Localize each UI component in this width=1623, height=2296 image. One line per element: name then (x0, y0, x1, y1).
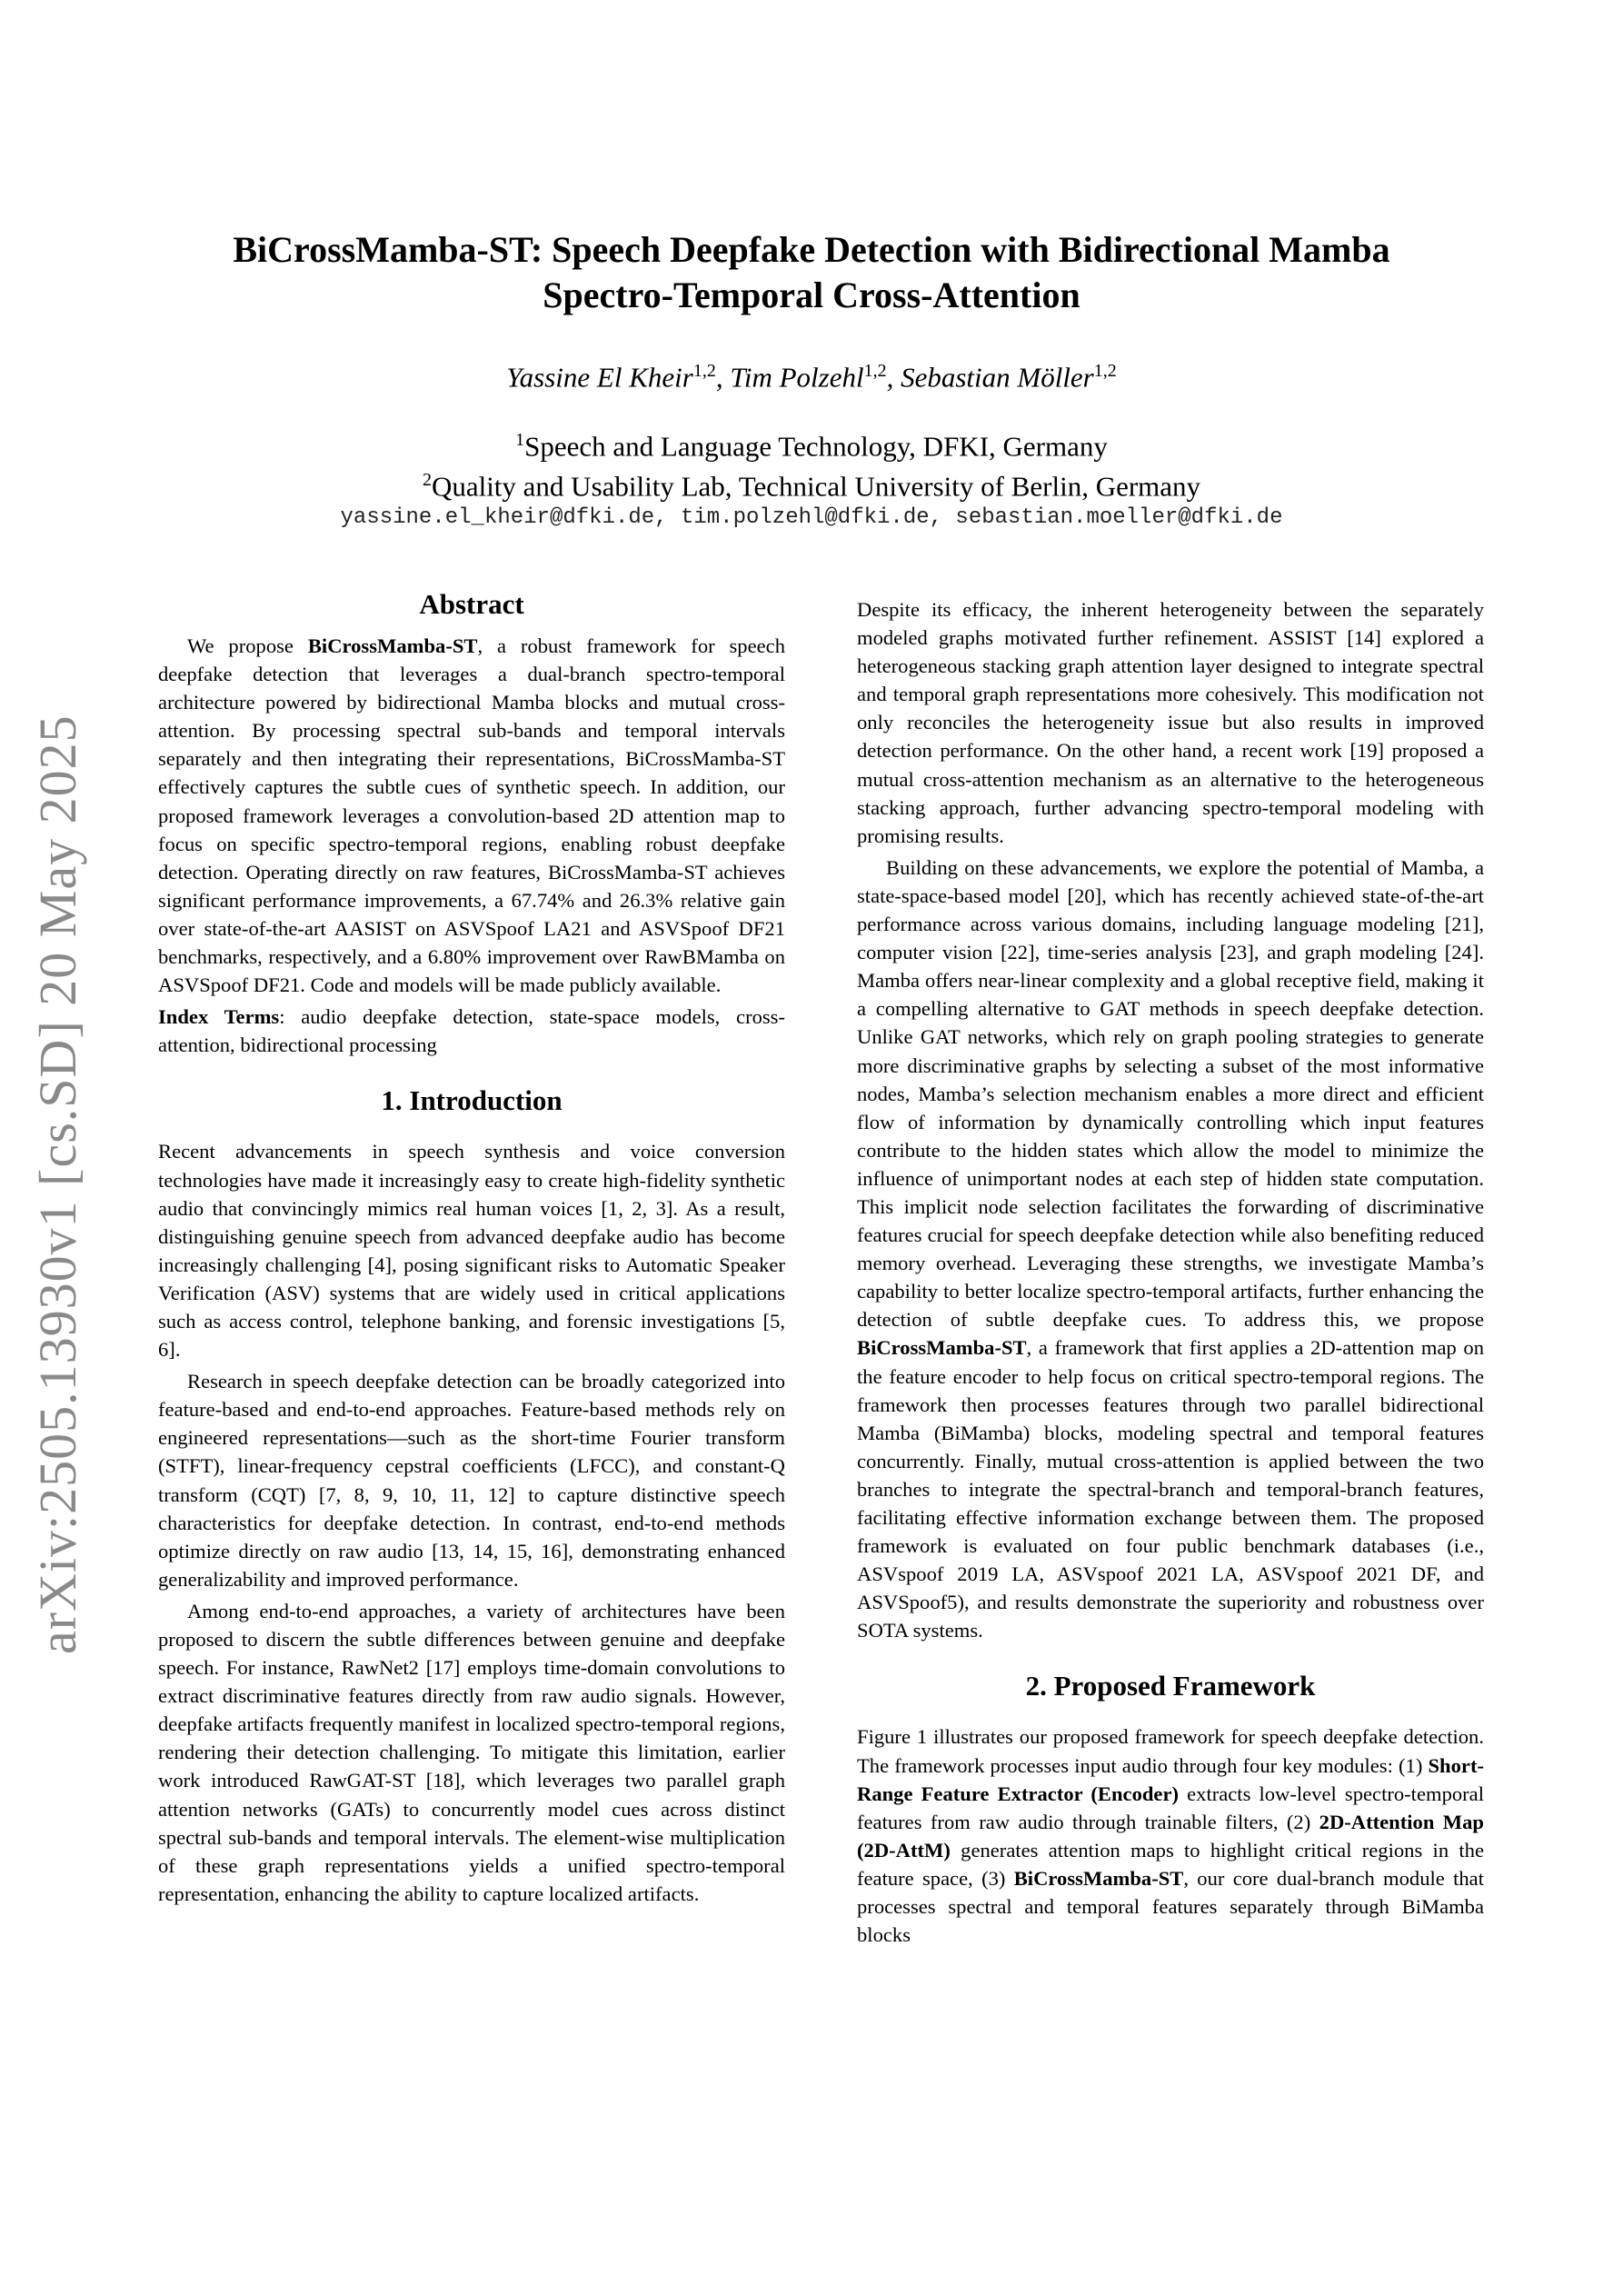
author-name: Tim Polzehl (730, 361, 864, 394)
affiliation-1 (145, 422, 1478, 464)
module-name-bicrossmamba: BiCrossMamba-ST (1013, 1866, 1184, 1890)
framework-text: Figure 1 illustrates our proposed framework for speech deepfake detection. The framework processes input audio through four key modules: (1) (857, 1725, 1484, 1777)
abstract-heading: Abstract (419, 588, 524, 620)
introduction-heading: 1. Introduction (381, 1084, 563, 1117)
framework-paragraph (857, 1722, 1484, 1949)
intro-paragraph-3: Among end-to-end approaches, a variety of architectures have been proposed to discern the subtle differences between genuine and deepfake speech. For instance, RawNet2 [17] employs time-domain convolutions to extract discriminative features directly from raw audio signals. However, deepfake artifacts frequently manifest in localized spectro-temporal regions, rendering their detection challenging. To mitigate this limitation, earlier work introduced RawGAT-ST [18], which leverages two parallel graph attention networks (GATs) to concurrently model cues across distinct spectral sub-bands and temporal intervals. The element-wise multiplication of these graph representations yields a unified spectro-temporal representation, enhancing the ability to capture localized artifacts. (158, 1599, 785, 1905)
affiliation-2 (145, 462, 1478, 504)
intro-paragraph-4: Despite its efficacy, the inherent heterogeneity between the separately modeled graphs motivated further refinement. ASSIST [14] explored a heterogeneous stacking graph attention layer designed to integrate spectral and temporal graph representations more cohesively. This modification not only reconciles the heterogeneity issue but also results in improved detection performance. On the other hand, a recent work [19] proposed a mutual cross-attention mechanism as an alternative to the heterogeneous stacking approach, further advancing spectro-temporal modeling with promising results. (857, 598, 1484, 847)
author-name: Yassine El Kheir (506, 361, 693, 394)
author-name: Sebastian Möller (901, 361, 1094, 394)
index-terms (158, 1003, 785, 1059)
module-name-attention-map: 2D-Attention Map (2D-AttM) (857, 1810, 1484, 1862)
author-affiliation-marker: 1,2 (1093, 361, 1117, 381)
affiliation-marker: 2 (422, 470, 432, 490)
intro-model-name: BiCrossMamba-ST (857, 1336, 1027, 1360)
title-line-2: Spectro-Temporal Cross-Attention (543, 275, 1080, 315)
intro-paragraph-1: Recent advancements in speech synthesis and voice conversion technologies have made it increasingly easy to create high-fidelity synthetic audio that convincingly mimics real human voices [1, 2, 3]. As a result, distinguishing genuine speech from advanced deepfake audio has become increasingly challenging [4], posing significant risks to Automatic Speaker Verification (ASV) systems that are widely used in critical applications such as access control, telephone banking, and forensic investigations [5, 6]. (158, 1140, 785, 1362)
title-line-1: BiCrossMamba-ST: Speech Deepfake Detection with Bidirectional Mamba (233, 229, 1390, 270)
intro-paragraph-5 (857, 854, 1484, 1645)
framework-text: extracts low-level spectro-temporal features from raw audio through trainable filters, (2) (857, 1782, 1484, 1833)
index-terms-label: Index Terms (158, 1005, 280, 1029)
abstract-text: , a robust framework for speech deepfake detection that leverages a dual-branch spectro-temporal architecture powered by bidirectional Mamba blocks and mutual cross-attention. By processing spectral sub-bands and temporal intervals separately and then integrating their representations, BiCrossMamba-ST effectively captures the subtle cues of synthetic speech. In addition, our proposed framework leverages a convolution-based 2D attention map to focus on specific spectro-temporal regions, enabling robust deepfake detection. Operating directly on raw features, BiCrossMamba-ST achieves significant performance improvements, a 67.74% and 26.3% relative gain over state-of-the-art AASIST on ASVSpoof LA21 and ASVSpoof DF21 benchmarks, respectively, and a 6.80% improvement over RawBMamba on ASVSpoof DF21. Code and models will be made publicly available. (158, 634, 785, 997)
affiliation-text: Speech and Language Technology, DFKI, Germany (524, 430, 1108, 463)
arxiv-identifier[interactable]: arXiv:2505.13930v1 [cs.SD] 20 May 2025 (28, 714, 87, 1654)
author-affiliation-marker: 1,2 (863, 361, 887, 381)
intro-paragraph-2: Research in speech deepfake detection can be broadly categorized into feature-based and end-to-end approaches. Feature-based methods rely on engineered representations—such as the short-time Fourier transform (STFT), linear-frequency cepstral coefficients (LFCC), and constant-Q transform (CQT) [7, 8, 9, 10, 11, 12] to capture distinctive speech characteristics for deepfake detection. In contrast, end-to-end methods optimize directly on raw audio [13, 14, 15, 16], demonstrating enhanced generalizability and improved performance. (158, 1370, 785, 1591)
right-column (857, 595, 1484, 1949)
framework-heading: 2. Proposed Framework (1025, 1670, 1316, 1702)
author-emails[interactable]: yassine.el_kheir@dfki.de, tim.polzehl@dfki.de, sebastian.moeller@dfki.de (340, 505, 1283, 530)
index-terms-text: : audio deepfake detection, state-space models, cross-attention, bidirectional processing (158, 1005, 785, 1057)
abstract-paragraph (158, 632, 785, 999)
affiliation-text: Quality and Usability Lab, Technical University of Berlin, Germany (431, 470, 1201, 503)
framework-text: , our core dual-branch module that processes spectral and temporal features separately through BiMamba blocks (857, 1866, 1484, 1947)
module-name-encoder: Short-Range Feature Extractor (Encoder) (857, 1753, 1484, 1805)
paper-title (145, 227, 1478, 318)
author-list: Yassine El Kheir$^{1,2}$, Tim Polzehl$^{1,2}$, Sebastian Möller$^{1,2}$ (506, 361, 1117, 394)
framework-text: generates attention maps to highlight critical regions in the feature space, (3) (857, 1838, 1484, 1890)
abstract-text: We propose (187, 634, 308, 657)
intro-text: , a framework that first applies a 2D-attention map on the feature encoder to help focus on critical spectro-temporal regions. The framework then processes features through two parallel bidirectional Mamba (BiMamba) blocks, modeling spectral and temporal features concurrently. Finally, mutual cross-attention is applied between the two branches to integrate the spectral-branch and temporal-branch features, facilitating effective information exchange between them. The proposed framework is evaluated on four public benchmark databases (i.e., ASVspoof 2019 LA, ASVspoof 2021 LA, ASVspoof 2021 DF, and ASVSpoof5), and results demonstrate the superiority and robustness over SOTA systems. (857, 1336, 1484, 1642)
affiliation-marker: 1 (515, 430, 525, 450)
intro-text: Building on these advancements, we explore the potential of Mamba, a state-space-based model [20], which has recently achieved state-of-the-art performance across various domains, including language modeling [21], computer vision [22], time-series analysis [23], and graph modeling [24]. Mamba offers near-linear complexity and a global receptive field, making it a compelling alternative to GAT methods in speech deepfake detection. Unlike GAT networks, which rely on graph pooling strategies to generate more discriminative graphs by selecting a subset of the most informative nodes, Mamba’s selection mechanism enables a more direct and efficient flow of information by dynamically controlling which input features contribute to the hidden states which allow the model to minimize the influence of unimportant nodes at each step of hidden state computation. This implicit node selection facilitates the forwarding of discriminative features crucial for speech deepfake detection while also benefiting reduced memory overhead. Leveraging these strengths, we investigate Mamba’s capability to better localize spectro-temporal artifacts, further enhancing the detection of subtle deepfake cues. To address this, we propose (857, 855, 1484, 1332)
abstract-model-name: BiCrossMamba-ST (307, 634, 478, 657)
left-column (158, 586, 785, 1908)
author-affiliation-marker: 1,2 (692, 361, 716, 381)
